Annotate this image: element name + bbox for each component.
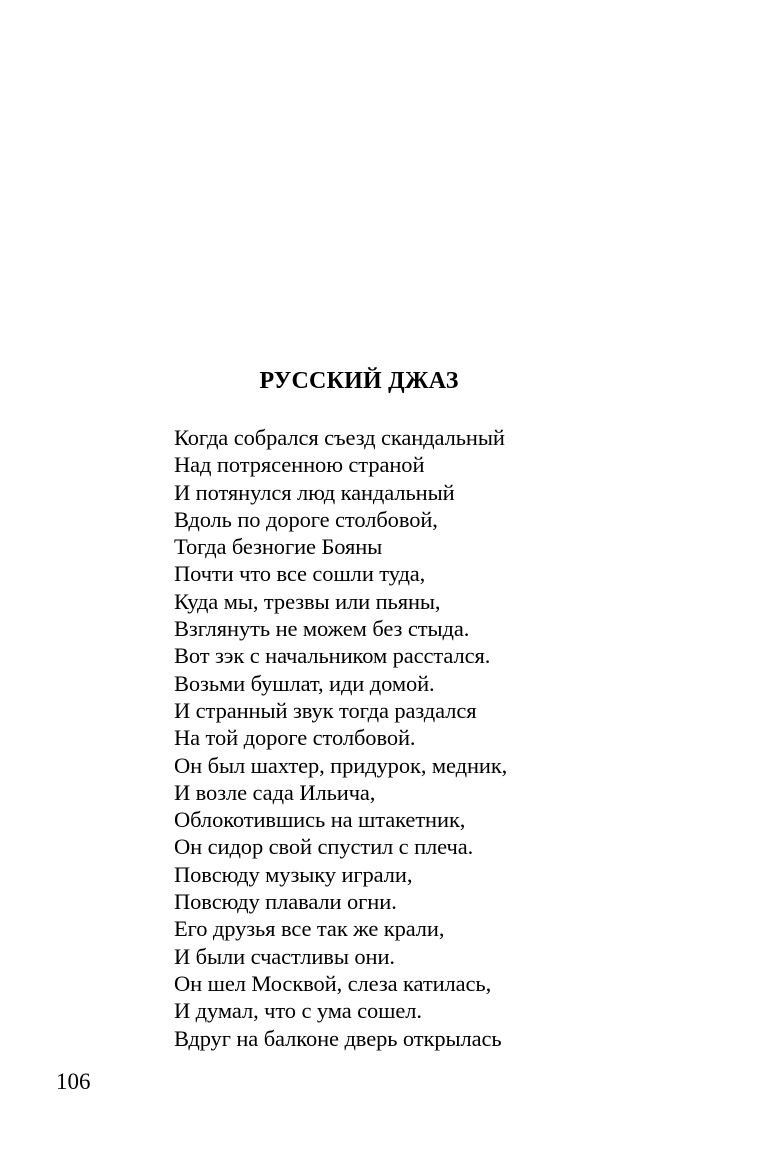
poem-line: Повсюду плавали огни. [174,889,397,915]
page-number: 106 [56,1069,91,1094]
poem-line: Он был шахтер, придурок, медник, [174,752,508,778]
poem-line: На той дороге столбовой. [174,725,416,751]
poem-line: Вдоль по дороге столбовой, [174,506,438,532]
poem-line: Взглянуть не можем без стыда. [174,616,470,642]
poem-line: Почти что все сошли туда, [174,561,426,587]
poem-line: Он сидор свой спустил с плеча. [174,834,474,860]
poem-line: И странный звук тогда раздался [174,697,477,723]
poem-line: Тогда безногие Бояны [174,534,383,560]
poem-line: И потянулся люд кандальный [174,479,455,505]
poem-title: РУССКИЙ ДЖАЗ [259,368,459,394]
poem-line: Его друзья все так же крали, [174,916,445,942]
poem-line: Вдруг на балконе дверь открылась [174,1025,502,1051]
poem-line: И думал, что с ума сошел. [174,998,422,1024]
poem-line: И возле сада Ильича, [174,779,376,805]
poem-line: Повсюду музыку играли, [174,861,413,887]
poem-line: Облокотившись на штакетник, [174,807,466,833]
poem-line: Вот зэк с начальником расстался. [174,643,491,669]
poem-line: Возьми бушлат, иди домой. [174,670,435,696]
poem-body [174,424,507,1052]
poem-line: Когда собрался съезд скандальный [174,425,505,450]
poem-line: Куда мы, трезвы или пьяны, [174,588,441,614]
poem-line: Он шел Москвой, слеза катилась, [174,970,492,996]
poem-line: И были счастливы они. [174,943,395,969]
poem-line: Над потрясенною страной [174,452,425,478]
